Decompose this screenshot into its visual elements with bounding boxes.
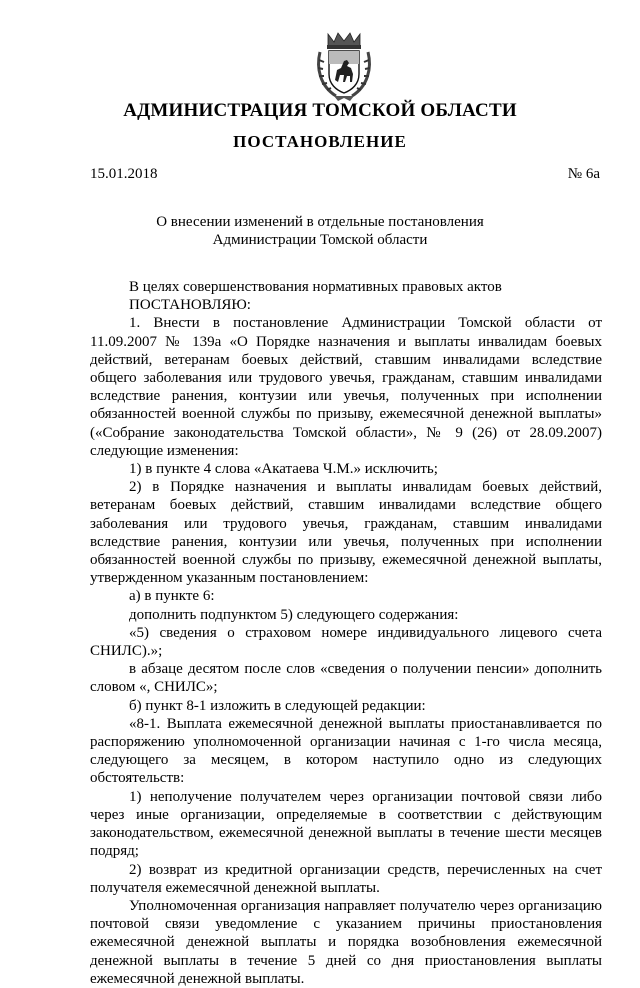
paragraph: «8-1. Выплата ежемесячной денежной выплаты приостанавливается по распоряжению уполномоченной организации начиная с 1-го числа месяца, следующего за месяцем, в котором наступило одно из следующих обстоятельств:: [90, 715, 602, 787]
document-date: 15.01.2018: [90, 166, 158, 182]
document-subject: [0, 213, 640, 249]
document-number: № 6а: [567, 166, 600, 182]
paragraph-point-a: а) в пункте 6:: [129, 588, 215, 605]
document-body: [90, 278, 602, 988]
paragraph: 1) неполучение получателем через организации почтовой связи либо через иные организации, определяемые в соответствии с действующим законодательством, ежемесячной денежной выплаты в течение шести месяцев подряд;: [90, 788, 602, 860]
paragraph-subitem-2: 2) в Порядке назначения и выплаты инвалидам боевых действий, ветеранам боевых действий, ставшим инвалидами вследствие общего заболевания или трудового увечья, гражданам, ставшим инвалидами вследствие ранения, контузии или увечья, полученных при исполнении обязанностей военной службы по призыву, ежемесячной денежной выплаты, утвержденном указанным постановлением:: [90, 479, 602, 587]
subject-line: Администрации Томской области: [212, 232, 428, 248]
subject-line: О внесении изменений в отдельные постановления: [156, 214, 484, 230]
paragraph-resolve: ПОСТАНОВЛЯЮ:: [129, 297, 251, 314]
tomsk-coat-of-arms-emblem: [314, 30, 374, 102]
paragraph-subitem-1: 1) в пункте 4 слова «Акатаева Ч.М.» исключить;: [129, 461, 438, 478]
organization-title: АДМИНИСТРАЦИЯ ТОМСКОЙ ОБЛАСТИ: [123, 100, 517, 121]
paragraph-item-1: 1. Внести в постановление Администрации Томской области от 11.09.2007 № 139а «О Порядке назначения и выплаты инвалидам боевых действий, ветеранам боевых действий, ставшим инвалидами вследствие общего заболевания или трудового увечья, гражданам, ставшим инвалидами вследствие ранения, контузии или увечья, полученных при исполнении обязанностей военной службы по призыву, ежемесячной денежной выплаты» («Собрание законодательства Томской области», № 9 (26) от 28.09.2007) следующие изменения:: [90, 315, 602, 459]
document-type: ПОСТАНОВЛЕНИЕ: [233, 132, 407, 151]
paragraph: в абзаце десятом после слов «сведения о получении пенсии» дополнить словом «, СНИЛС»;: [90, 661, 602, 696]
paragraph-point-b: б) пункт 8-1 изложить в следующей редакции:: [129, 697, 426, 714]
paragraph: «5) сведения о страховом номере индивидуального лицевого счета СНИЛС).»;: [90, 624, 602, 660]
paragraph-preamble: В целях совершенствования нормативных правовых актов: [129, 279, 502, 295]
paragraph: дополнить подпунктом 5) следующего содержания:: [129, 606, 459, 623]
paragraph: 2) возврат из кредитной организации средств, перечисленных на счет получателя ежемесячной денежной выплаты.: [90, 861, 602, 896]
paragraph: Уполномоченная организация направляет получателю через организацию почтовой связи уведомление с указанием причины приостановления ежемесячной денежной выплаты и порядка возобновления ежемесячной денежной выплаты в течение 5 дней со дня приостановления выплаты ежемесячной денежной выплаты.: [90, 897, 602, 987]
